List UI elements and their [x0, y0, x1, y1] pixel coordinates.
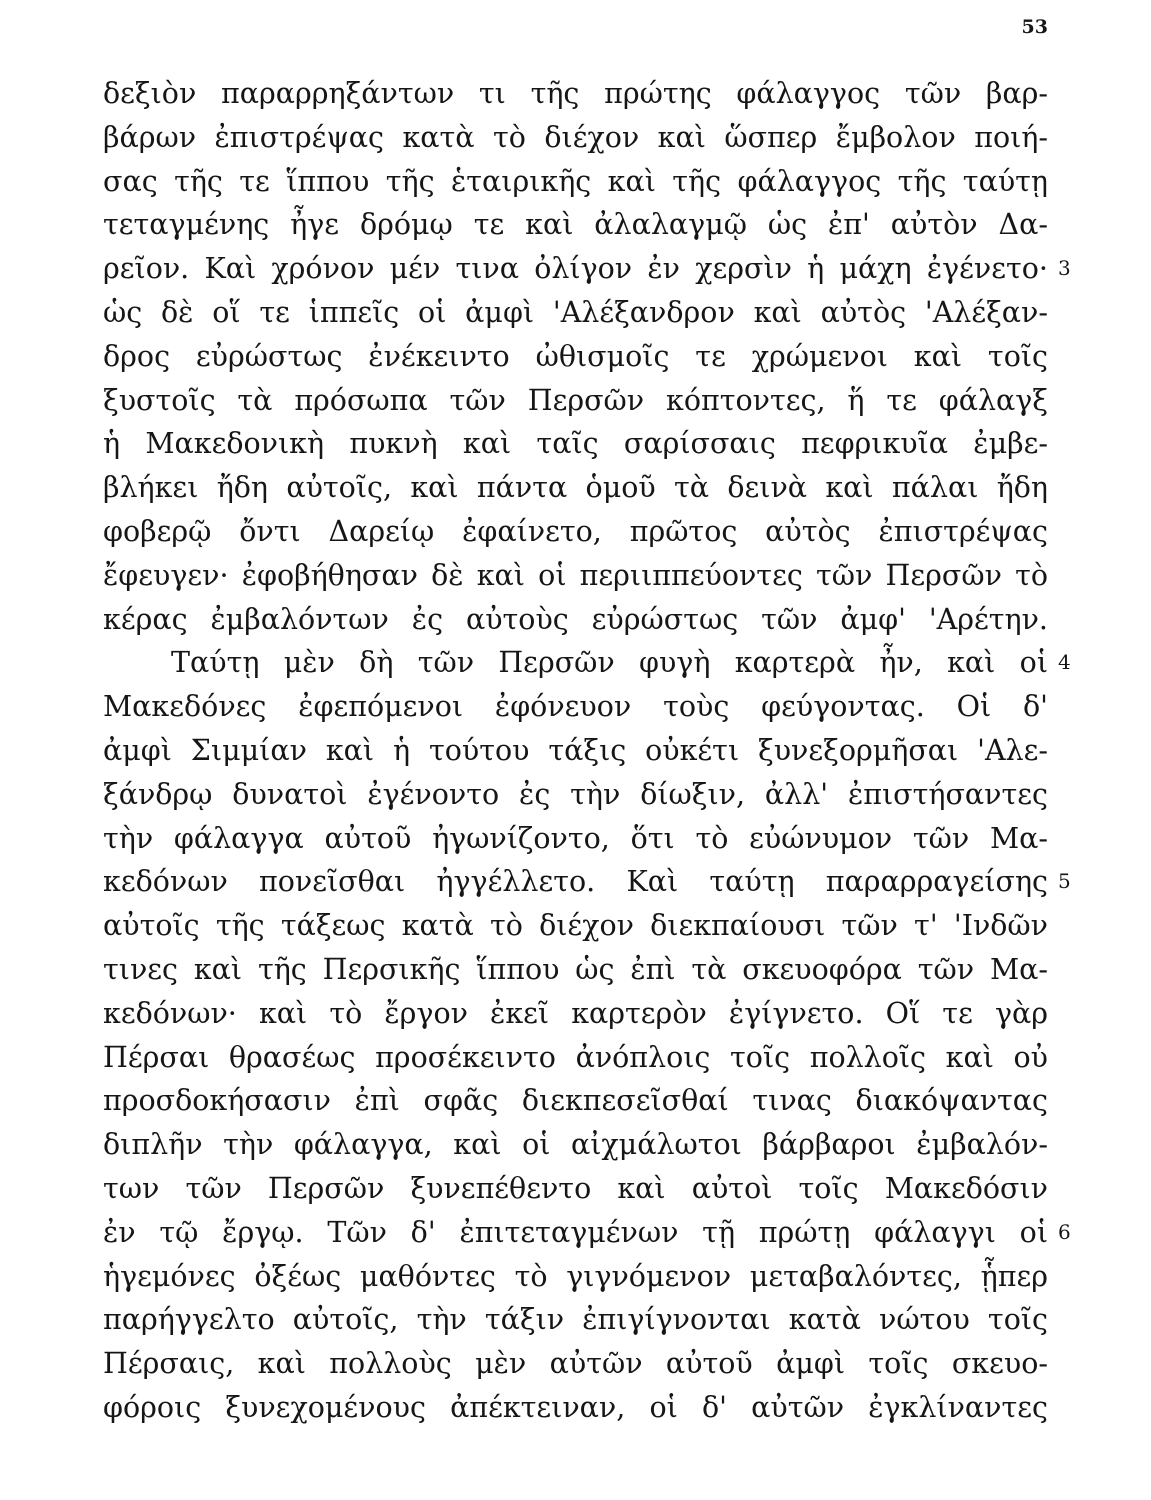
- text-line-content: δρος εὐρώστως ἐνέκειντο ὠθισμοῖς τε χρώμενοι καὶ τοῖς: [103, 339, 1048, 373]
- text-line-content: ἡ Μακεδονικὴ πυκνὴ καὶ ταῖς σαρίσσαις πεφρικυῖα ἐμβε-: [103, 427, 1048, 461]
- text-line: [103, 1167, 1048, 1211]
- text-line: [103, 992, 1048, 1036]
- text-line-content: Ταύτῃ μὲν δὴ τῶν Περσῶν φυγὴ καρτερὰ ἦν, καὶ οἱ: [171, 646, 1048, 680]
- section-number: 6: [1058, 1219, 1071, 1244]
- text-line-content: δεξιὸν παραρρηξάντων τι τῆς πρώτης φάλαγγος τῶν βαρ-: [103, 77, 1048, 110]
- text-line-content: αὐτοῖς τῆς τάξεως κατὰ τὸ διέχον διεκπαίουσι τῶν τ' 'Ινδῶν: [103, 909, 1048, 943]
- text-line-content: Πέρσαι θρασέως προσέκειντο ἀνόπλοις τοῖς πολλοῖς καὶ οὐ: [103, 1040, 1048, 1074]
- text-line: [103, 72, 1048, 116]
- text-line: [103, 1079, 1048, 1123]
- text-line-content: των τῶν Περσῶν ξυνεπέθεντο καὶ αὐτοὶ τοῖς Μακεδόσιν: [103, 1171, 1048, 1205]
- text-line: [103, 1211, 1071, 1255]
- text-line: [103, 641, 1071, 685]
- text-line: [103, 422, 1048, 466]
- text-line: [103, 160, 1048, 204]
- text-line-content: Πέρσαις, καὶ πολλοὺς μὲν αὐτῶν αὐτοῦ ἀμφὶ τοῖς σκευο-: [103, 1347, 1048, 1381]
- text-line: [103, 860, 1071, 904]
- text-line-content: τινες καὶ τῆς Περσικῆς ἵππου ὡς ἐπὶ τὰ σκευοφόρα τῶν Μα-: [103, 952, 1048, 986]
- text-line: [103, 203, 1048, 247]
- text-line-content: ρεῖον. Καὶ χρόνον μέν τινα ὀλίγον ἐν χερσὶν ἡ μάχη ἐγένετο·: [103, 252, 1048, 286]
- text-line: [103, 116, 1048, 160]
- text-line: [103, 685, 1048, 729]
- text-line-content: ξυστοῖς τὰ πρόσωπα τῶν Περσῶν κόπτοντες, ἥ τε φάλαγξ: [103, 383, 1048, 417]
- text-line-content: κεδόνων· καὶ τὸ ἔργον ἐκεῖ καρτερὸν ἐγίγνετο. Οἵ τε γὰρ: [103, 996, 1048, 1030]
- text-line: [103, 554, 1048, 598]
- text-line: [103, 510, 1048, 554]
- text-line: [103, 598, 1048, 642]
- text-line-content: τὴν φάλαγγα αὐτοῦ ἠγωνίζοντο, ὅτι τὸ εὐώνυμον τῶν Μα-: [103, 821, 1048, 855]
- text-line-content: φοβερῷ ὄντι Δαρείῳ ἐφαίνετο, πρῶτος αὐτὸς ἐπιστρέψας: [103, 514, 1048, 548]
- text-line: [103, 335, 1048, 379]
- page-number: 53: [1021, 16, 1048, 38]
- text-line-content: ἡγεμόνες ὀξέως μαθόντες τὸ γιγνόμενον μεταβαλόντες, ᾗπερ: [103, 1259, 1048, 1293]
- text-line-content: ξάνδρῳ δυνατοὶ ἐγένοντο ἐς τὴν δίωξιν, ἀλλ' ἐπιστήσαντες: [103, 777, 1048, 811]
- text-line-content: ἐν τῷ ἔργῳ. Τῶν δ' ἐπιτεταγμένων τῇ πρώτῃ φάλαγγι οἱ: [103, 1215, 1048, 1249]
- text-line: [103, 1386, 1048, 1430]
- text-line: [103, 291, 1048, 335]
- text-line-content: κέρας ἐμβαλόντων ἐς αὐτοὺς εὐρώστως τῶν ἀμφ' 'Αρέτην.: [103, 602, 1048, 636]
- text-line-content: βλήκει ἤδη αὐτοῖς, καὶ πάντα ὁμοῦ τὰ δεινὰ καὶ πάλαι ἤδη: [103, 471, 1048, 505]
- section-number: 3: [1058, 256, 1071, 281]
- text-line: [103, 948, 1048, 992]
- text-line-content: διπλῆν τὴν φάλαγγα, καὶ οἱ αἰχμάλωτοι βάρβαροι ἐμβαλόν-: [103, 1128, 1048, 1162]
- text-line: [103, 379, 1048, 423]
- text-line: [103, 1255, 1048, 1299]
- greek-text-body: [103, 72, 1071, 1430]
- text-line: [103, 773, 1048, 817]
- text-line-content: παρήγγελτο αὐτοῖς, τὴν τάξιν ἐπιγίγνονται κατὰ νώτου τοῖς: [103, 1303, 1048, 1337]
- text-line-content: σας τῆς τε ἵππου τῆς ἑταιρικῆς καὶ τῆς φάλαγγος τῆς ταύτῃ: [103, 164, 1048, 198]
- text-line: [103, 1036, 1048, 1080]
- text-line: [103, 729, 1048, 773]
- text-line-content: κεδόνων πονεῖσθαι ἠγγέλλετο. Καὶ ταύτῃ παραρραγείσης: [103, 865, 1048, 899]
- text-line: [103, 1298, 1048, 1342]
- text-line: [103, 817, 1048, 861]
- text-line-content: ὡς δὲ οἵ τε ἱππεῖς οἱ ἀμφὶ 'Αλέξανδρον καὶ αὐτὸς 'Αλέξαν-: [103, 295, 1048, 329]
- text-line-content: Μακεδόνες ἐφεπόμενοι ἐφόνευον τοὺς φεύγοντας. Οἱ δ': [103, 690, 1048, 724]
- text-line: [103, 247, 1071, 291]
- text-line: [103, 904, 1048, 948]
- text-line-content: ἀμφὶ Σιμμίαν καὶ ἡ τούτου τάξις οὐκέτι ξυνεξορμῆσαι 'Αλε-: [103, 733, 1048, 767]
- text-line: [103, 1123, 1048, 1167]
- text-line: [103, 1342, 1048, 1386]
- section-number: 5: [1058, 869, 1071, 894]
- text-line-content: βάρων ἐπιστρέψας κατὰ τὸ διέχον καὶ ὥσπερ ἔμβολον ποιή-: [103, 120, 1048, 154]
- text-line-content: τεταγμένης ἦγε δρόμῳ τε καὶ ἀλαλαγμῷ ὡς ἐπ' αὐτὸν Δα-: [103, 208, 1048, 242]
- section-number: 4: [1058, 650, 1071, 675]
- text-line: [103, 466, 1048, 510]
- text-line-content: προσδοκήσασιν ἐπὶ σφᾶς διεκπεσεῖσθαί τινας διακόψαντας: [103, 1084, 1048, 1118]
- text-line-content: ἔφευγεν· ἐφοβήθησαν δὲ καὶ οἱ περιιππεύοντες τῶν Περσῶν τὸ: [103, 558, 1048, 592]
- text-line-content: φόροις ξυνεχομένους ἀπέκτειναν, οἱ δ' αὐτῶν ἐγκλίναντες: [103, 1390, 1048, 1424]
